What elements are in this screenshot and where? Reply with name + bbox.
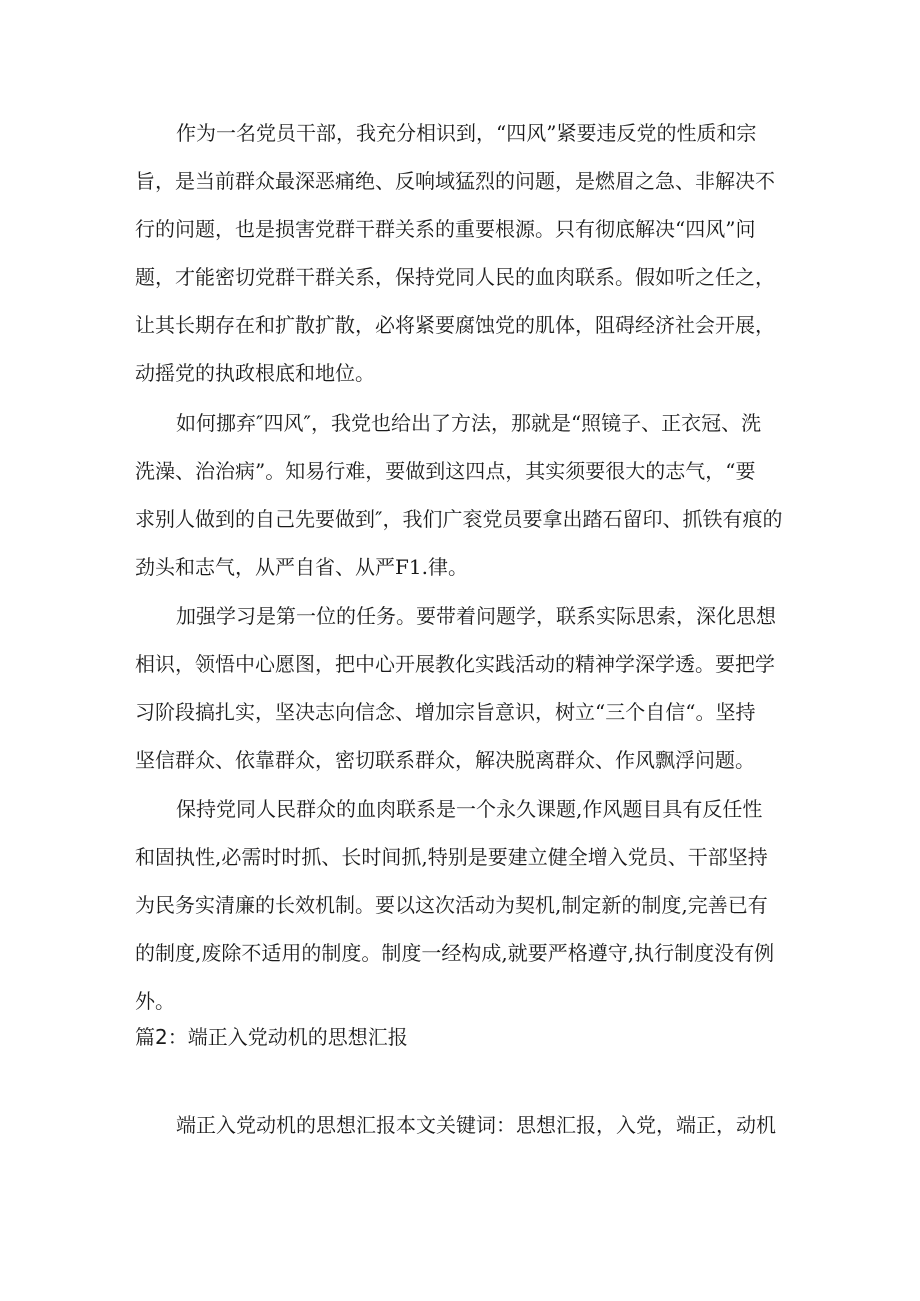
paragraph-3-line-3: 习阶段搞扎实，坚决志向信念、增加宗旨意识，树立“三个自信“。坚持 — [135, 700, 756, 724]
paragraph-1-line-6: 动摇党的执政根底和地位。 — [135, 361, 375, 385]
paragraph-3-line-4: 坚信群众、依靠群众，密切联系群众，解决脱离群众、作风飘浮问题。 — [135, 748, 755, 772]
paragraph-3-line-1: 加强学习是第一位的任务。要带着问题学，联系实际思索，深化思想 — [176, 604, 776, 628]
paragraph-4-line-3: 为民务实清廉的长效机制。要以这次活动为契机,制定新的制度,完善已有 — [135, 893, 768, 917]
paragraph-2-line-3: 求别人做到的自己先要做到″，我们广衮党员要拿出踏石留印、抓铁有痕的 — [135, 507, 783, 531]
keywords-line: 端正入党动机的思想汇报本文关键词：思想汇报，入党，端正，动机 — [176, 1113, 776, 1137]
paragraph-2-line-4: 劲头和志气，从严自省、从严F1.律。 — [135, 555, 468, 579]
paragraph-1-line-4: 题，才能密切党群干群关系，保持党同人民的血肉联系。假如听之任之， — [135, 265, 775, 289]
paragraph-3-line-2: 相识，领悟中心愿图，把中心开展教化实践活动的精神学深学透。要把学 — [135, 652, 775, 676]
paragraph-4-line-5: 外。 — [135, 989, 175, 1013]
paragraph-4-line-1: 保持党同人民群众的血肉联系是一个永久课题,作风题目具有反任性 — [176, 797, 763, 821]
paragraph-1-line-3: 行的问题，也是损害党群干群关系的重要根源。只有彻底解决“四风”问 — [135, 217, 756, 241]
section-heading: 篇2：端正入党动机的思想汇报 — [135, 1025, 408, 1049]
paragraph-2-line-1: 如何挪弃″四风″，我党也给出了方法，那就是“照镜子、正衣冠、洗 — [176, 411, 762, 435]
paragraph-1-line-2: 旨，是当前群众最深恶痛绝、反响域猛烈的问题，是燃眉之急、非解决不 — [135, 169, 775, 193]
paragraph-4-line-4: 的制度,废除不适用的制度。制度一经构成,就要严格遵守,执行制度没有例 — [135, 941, 775, 965]
paragraph-4-line-2: 和固执性,必需时时抓、长时间抓,特别是要建立健全增入党员、干部坚持 — [135, 845, 768, 869]
paragraph-2-line-2: 洗澡、治治病”。知易行难，要做到这四点，其实须要很大的志气，“要 — [135, 459, 756, 483]
paragraph-1-line-5: 让其长期存在和扩散扩散，必将紧要腐蚀党的肌体，阻碍经济社会开展， — [135, 313, 775, 337]
paragraph-1-line-1: 作为一名党员干部，我充分相识到，“四风”紧要违反党的性质和宗 — [176, 121, 757, 145]
